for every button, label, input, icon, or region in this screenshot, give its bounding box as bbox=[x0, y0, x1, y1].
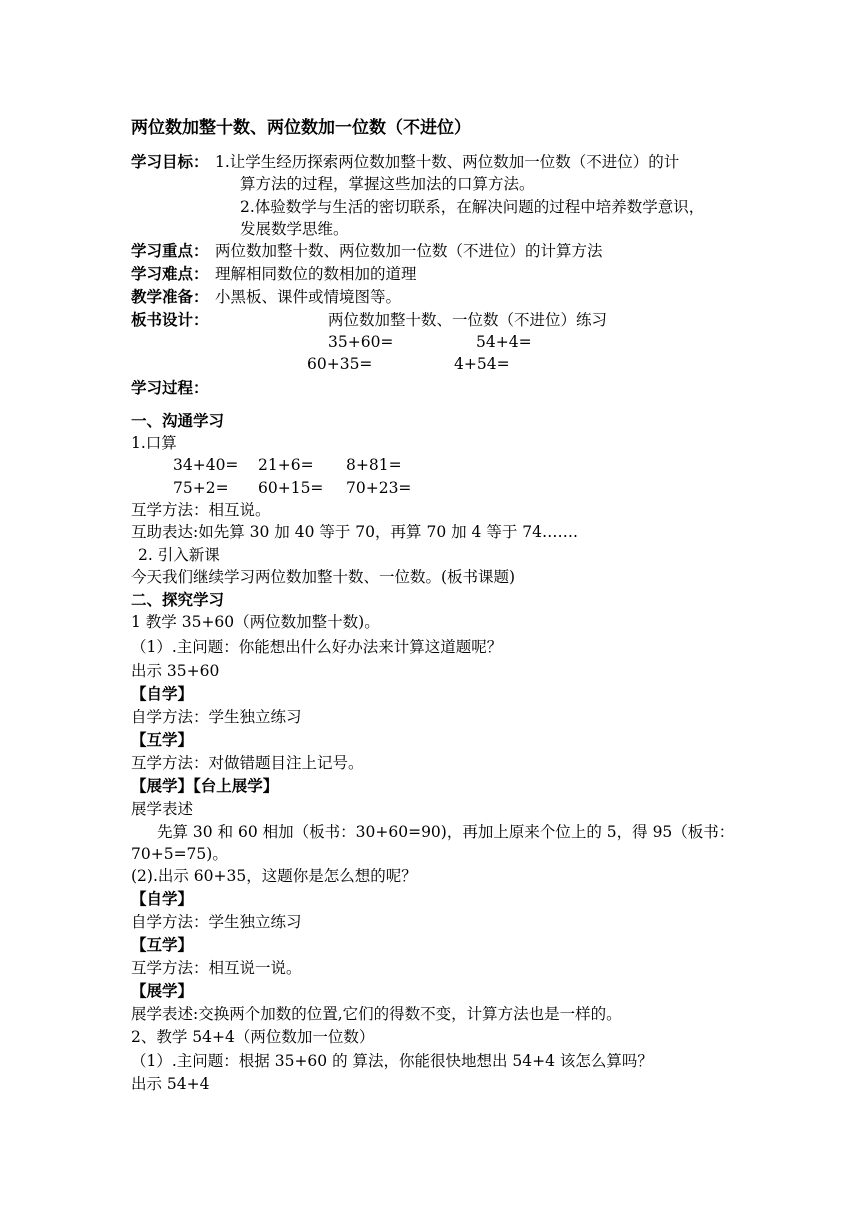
board-expression: 35+60= bbox=[328, 333, 394, 351]
process-label: 学习过程： bbox=[131, 378, 209, 397]
bracket-heading: 【互学】 bbox=[131, 730, 194, 749]
key-point-label: 学习重点： bbox=[131, 241, 209, 260]
section-heading: 一、沟通学习 bbox=[131, 411, 225, 430]
bracket-heading: 【自学】 bbox=[131, 684, 194, 703]
paragraph: （1）.主问题：根据 35+60 的 算法，你能很快地想出 54+4 该怎么算吗？ bbox=[131, 1052, 653, 1070]
board-expression: 4+54= bbox=[454, 355, 510, 373]
objectives-line-4: 发展数学思维。 bbox=[240, 220, 349, 238]
page-title: 两位数加整十数、两位数加一位数（不进位） bbox=[131, 118, 471, 138]
difficulty-text: 理解相同数位的数相加的道理 bbox=[215, 265, 417, 283]
exercise-item: 34+40= bbox=[173, 456, 239, 474]
board-label: 板书设计： bbox=[131, 310, 209, 329]
paragraph: 自学方法：学生独立练习 bbox=[131, 708, 302, 726]
objectives-line-2: 算方法的过程，掌握这些加法的口算方法。 bbox=[240, 175, 535, 193]
paragraph: 互学方法：相互说一说。 bbox=[131, 959, 302, 977]
bracket-heading: 【自学】 bbox=[131, 889, 194, 908]
paragraph: 先算 30 和 60 相加（板书：30+60=90)，再加上原来个位上的 5，得 95（板书： bbox=[157, 823, 735, 841]
bracket-heading: 【互学】 bbox=[131, 935, 194, 954]
preparation-text: 小黑板、课件或情境图等。 bbox=[215, 288, 402, 306]
paragraph: 出示 35+60 bbox=[131, 662, 220, 680]
paragraph: 今天我们继续学习两位数加整十数、一位数。(板书课题) bbox=[131, 568, 516, 586]
paragraph: (2).出示 60+35，这题你是怎么想的呢？ bbox=[131, 867, 417, 885]
preparation-label: 教学准备： bbox=[131, 287, 209, 306]
difficulty-label: 学习难点： bbox=[131, 264, 209, 283]
bracket-heading: 【展学】【台上展学】 bbox=[131, 776, 279, 795]
section-heading: 二、探究学习 bbox=[131, 590, 225, 609]
paragraph: 展学表述 bbox=[131, 800, 194, 818]
objectives-line-1: 1.让学生经历探索两位数加整十数、两位数加一位数（不进位）的计 bbox=[215, 153, 680, 171]
board-expression: 60+35= bbox=[307, 355, 373, 373]
exercise-item: 70+23= bbox=[346, 479, 412, 497]
paragraph: 1 教学 35+60（两位数加整十数)。 bbox=[131, 613, 380, 631]
key-point-text: 两位数加整十数、两位数加一位数（不进位）的计算方法 bbox=[215, 242, 603, 260]
exercise-item: 75+2= bbox=[173, 479, 229, 497]
paragraph: 70+5=75)。 bbox=[131, 845, 228, 863]
paragraph: 互学方法：相互说。 bbox=[131, 501, 271, 519]
paragraph: 出示 54+4 bbox=[131, 1075, 210, 1093]
objectives-label: 学习目标： bbox=[131, 152, 209, 171]
paragraph: 互学方法：对做错题目注上记号。 bbox=[131, 754, 364, 772]
paragraph: （1）.主问题：你能想出什么好办法来计算这道题呢？ bbox=[131, 638, 503, 656]
oral-calc-label: 1.口算 bbox=[131, 434, 177, 452]
paragraph: 展学表述:交换两个加数的位置,它们的得数不变，计算方法也是一样的。 bbox=[131, 1005, 622, 1023]
paragraph: 互助表达:如先算 30 加 40 等于 70，再算 70 加 4 等于 74……. bbox=[131, 523, 578, 541]
paragraph: 2. 引入新课 bbox=[138, 546, 220, 564]
bracket-heading: 【展学】 bbox=[131, 981, 194, 1000]
paragraph: 2、教学 54+4（两位数加一位数） bbox=[131, 1028, 375, 1046]
objectives-line-3: 2.体验数学与生活的密切联系，在解决问题的过程中培养数学意识， bbox=[240, 198, 705, 216]
board-heading: 两位数加整十数、一位数（不进位）练习 bbox=[328, 311, 608, 329]
exercise-item: 8+81= bbox=[346, 456, 402, 474]
paragraph: 自学方法：学生独立练习 bbox=[131, 913, 302, 931]
exercise-item: 21+6= bbox=[258, 456, 314, 474]
exercise-item: 60+15= bbox=[258, 479, 324, 497]
board-expression: 54+4= bbox=[476, 333, 532, 351]
